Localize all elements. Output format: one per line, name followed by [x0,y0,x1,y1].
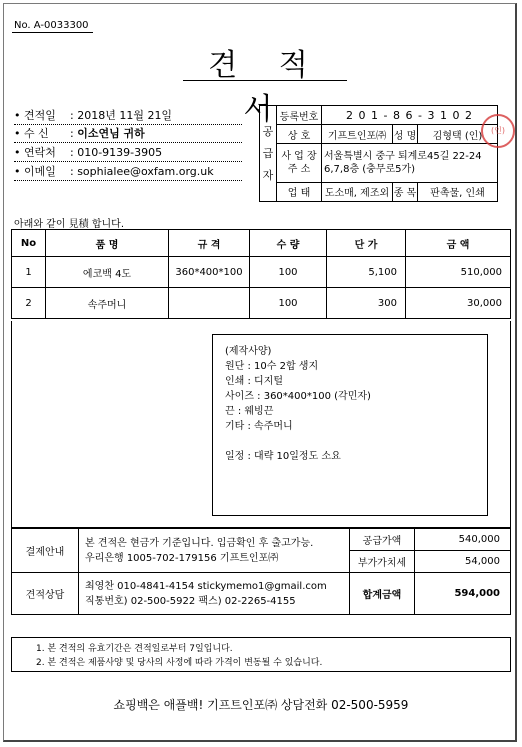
col-spec: 규 격 [169,230,250,257]
reg-value: 2 0 1 - 8 6 - 3 1 0 2 [322,106,498,125]
name-value: 기프트인포㈜ [322,125,393,144]
item-no: 2 [12,288,46,319]
rep-label: 성 명 [393,125,418,144]
payment-label: 결제안내 [12,529,79,573]
vat-label: 부가가치세 [350,551,415,573]
supply-label: 공급가액 [350,529,415,551]
supply-value: 540,000 [415,529,511,551]
item-name: 에코백 4도 [46,257,169,288]
type-value: 판촉물, 인쇄 [418,182,498,201]
document-number: No. A-0033300 [12,20,93,33]
biz-label: 업 태 [277,182,322,201]
notes-box [11,637,511,672]
info-recipient: • 수 신 : 이소연님 귀하 [14,126,242,143]
company-seal-stamp: (인) [481,114,515,148]
address-value: 서울특별시 중구 퇴계로45길 22-24 6,7,8층 (충무로5가) [322,144,498,182]
title-underline [183,80,347,81]
table-row [12,288,511,319]
consult-label: 견적상담 [12,573,79,615]
spec-schedule: 일정 : 대략 10일정도 소요 [225,451,341,462]
item-qty: 100 [250,288,327,319]
document-title: 견 적 서 [208,48,324,127]
col-qty: 수 량 [250,230,327,257]
info-phone: • 연락처 : 010-9139-3905 [14,145,242,162]
col-no: No [12,230,46,257]
item-amount: 510,000 [406,257,511,288]
payment-text: 본 견적은 현금가 기준입니다. 입금확인 후 출고가능. 우리은행 1005-702-179156 기프트인포㈜ [79,529,350,573]
item-price: 5,100 [327,257,406,288]
name-label: 상 호 [277,125,322,144]
supplier-table [259,105,498,202]
spec-line: 사이즈 : 360*400*100 (각민자) [225,391,371,402]
item-qty: 100 [250,257,327,288]
biz-value: 도소매, 제조외 [322,182,393,201]
note-line: 1. 본 견적의 유효기간은 견적일로부터 7일입니다. [36,644,233,654]
note-line: 2. 본 견적은 제품사양 및 당사의 사정에 따라 가격이 변동될 수 있습니다. [36,658,323,668]
footer-text: 쇼핑백은 애플백! 기프트인포㈜ 상담전화 02-500-5959 [113,698,409,712]
vat-value: 54,000 [415,551,511,573]
spec-line: 끈 : 웨빙끈 [225,406,274,417]
item-spec: 360*400*100 [169,257,250,288]
item-price: 300 [327,288,406,319]
address-label: 사 업 장 주 소 [277,144,322,182]
type-label: 종 목 [393,182,418,201]
total-value: 594,000 [415,573,511,615]
spec-line: 인쇄 : 디지털 [225,376,284,387]
info-date: • 견적일 : 2018년 11월 21일 [14,108,242,125]
supplier-side-label: 공 급 자 [260,106,277,202]
spec-line: 기타 : 속주머니 [225,421,293,432]
spec-header: (제작사양) [225,346,272,357]
table-row [12,257,511,288]
consult-text: 최영찬 010-4841-4154 stickymemo1@gmail.com 직통번호) 02-500-5922 팩스) 02-2265-4155 [79,573,350,615]
rep-value: 김형택 (인) [418,125,498,144]
item-no: 1 [12,257,46,288]
info-email: • 이메일 : sophialee@oxfam.org.uk [14,164,242,181]
item-spec [169,288,250,319]
summary-table [11,528,511,615]
item-amount: 30,000 [406,288,511,319]
total-label: 합계금액 [350,573,415,615]
spec-line: 원단 : 10수 2합 생지 [225,361,319,372]
reg-label: 등록번호 [277,106,322,125]
spec-box [212,334,488,516]
intro-text: 아래와 같이 見積 합니다. [14,219,124,230]
items-table [11,229,511,319]
col-name: 품 명 [46,230,169,257]
col-amount: 금 액 [406,230,511,257]
col-price: 단 가 [327,230,406,257]
item-name: 속주머니 [46,288,169,319]
